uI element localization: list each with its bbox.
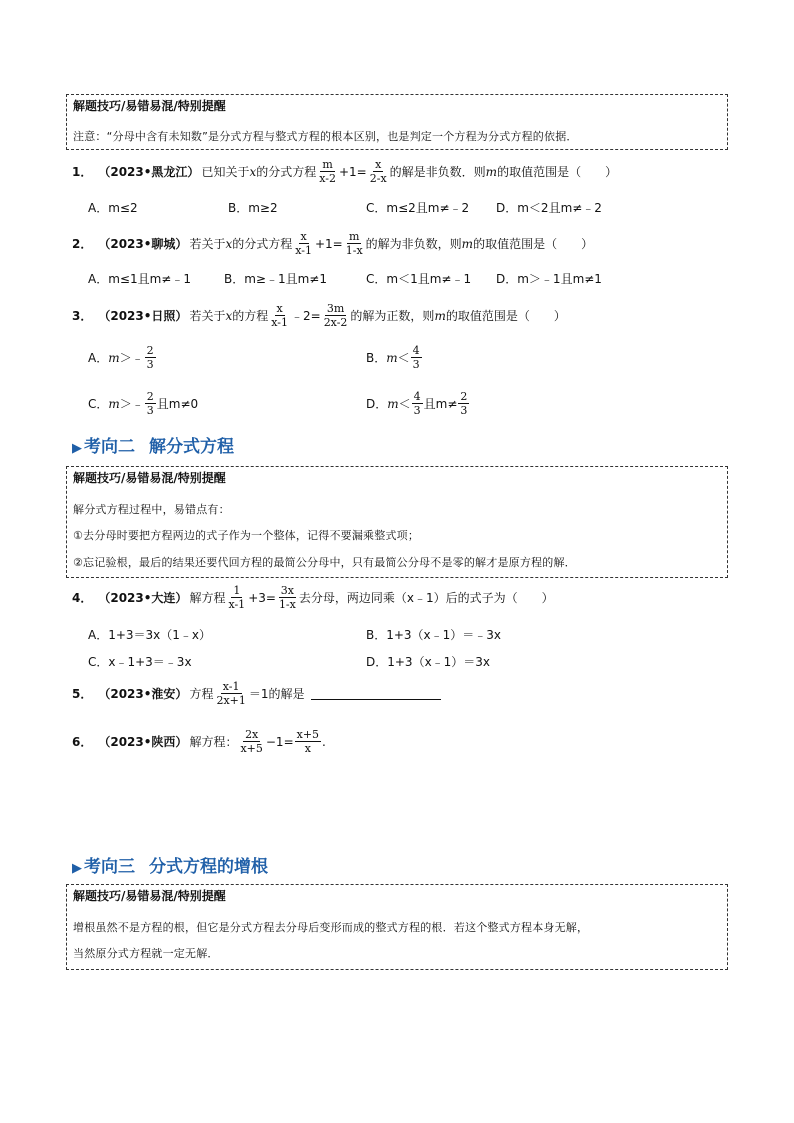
triangle-icon: ▶ bbox=[72, 861, 82, 876]
numerator: 4 bbox=[413, 390, 421, 403]
fraction bbox=[277, 584, 298, 611]
question-number: 5． bbox=[72, 687, 93, 701]
denominator: 1-x bbox=[278, 598, 296, 611]
option-c: C．m≤2且m≠﹣2 bbox=[366, 201, 470, 215]
option-b bbox=[366, 344, 423, 371]
variable: x bbox=[249, 164, 257, 179]
question-3 bbox=[72, 302, 566, 329]
section-heading-3 bbox=[72, 852, 268, 877]
question-number: 2． bbox=[72, 237, 93, 251]
relation: ＜ bbox=[398, 397, 411, 411]
question-source: （2023•聊城） bbox=[98, 237, 188, 251]
numerator: 3x bbox=[280, 584, 294, 597]
question-source: （2023•淮安） bbox=[98, 687, 188, 701]
numerator: x+5 bbox=[296, 728, 320, 741]
denominator: x-1 bbox=[295, 244, 312, 257]
variable: m bbox=[485, 164, 498, 179]
option-c bbox=[88, 390, 198, 417]
denominator: x-1 bbox=[271, 316, 288, 329]
option-c: C．m＜1且m≠﹣1 bbox=[366, 272, 472, 286]
option-a: A．m≤2 bbox=[88, 201, 138, 215]
option-b: B．m≥2 bbox=[228, 201, 278, 215]
denominator: 3 bbox=[460, 404, 468, 417]
tip-box-heading: 解题技巧/易错易混/特别提醒 bbox=[73, 471, 226, 485]
numerator: 1 bbox=[233, 584, 241, 597]
question-text: 解方程： bbox=[189, 735, 238, 749]
question-number: 4． bbox=[72, 591, 93, 605]
tip-box-line: 解分式方程过程中，易错点有： bbox=[73, 503, 230, 516]
question-5 bbox=[72, 680, 441, 707]
question-2 bbox=[72, 230, 593, 257]
fraction bbox=[214, 680, 247, 707]
fraction bbox=[412, 390, 423, 417]
option-letter: A． bbox=[88, 351, 109, 365]
fraction bbox=[411, 344, 422, 371]
numerator: 2x bbox=[245, 728, 259, 741]
question-text: +3= bbox=[248, 590, 276, 605]
section-heading-2 bbox=[72, 432, 234, 457]
section-label: 考向二 bbox=[84, 437, 135, 457]
numerator: 3m bbox=[326, 302, 345, 315]
question-source: （2023•日照） bbox=[98, 309, 188, 323]
tip-box-line: 当然原分式方程就一定无解． bbox=[73, 947, 219, 960]
denominator: 3 bbox=[146, 404, 154, 417]
fraction bbox=[317, 158, 338, 185]
question-text: +1= bbox=[338, 164, 367, 179]
question-number: 3． bbox=[72, 309, 93, 323]
triangle-icon: ▶ bbox=[72, 441, 82, 456]
question-text: 已知关于 bbox=[201, 165, 250, 179]
numerator: x-1 bbox=[222, 680, 240, 693]
question-source: （2023•黑龙江） bbox=[98, 165, 200, 179]
denominator: 2-x bbox=[369, 172, 387, 185]
fraction bbox=[145, 390, 156, 417]
fraction bbox=[295, 728, 321, 755]
variable: m bbox=[108, 350, 120, 365]
option-d: D．m＞﹣1且m≠1 bbox=[496, 272, 602, 286]
tip-box-line: ②忘记验根，最后的结果还要代回方程的最简公分母中，只有最简公分母不是零的解才是原方程的解． bbox=[73, 556, 576, 569]
tip-box-heading: 解题技巧/易错易混/特别提醒 bbox=[73, 99, 226, 113]
fraction bbox=[269, 302, 290, 329]
option-letter: D． bbox=[366, 397, 388, 411]
question-text: 的解为正数，则 bbox=[350, 309, 435, 323]
section-label: 考向三 bbox=[84, 857, 135, 877]
question-text: 的取值范围是（ ） bbox=[473, 237, 594, 251]
question-text: 去分母，两边同乘（x﹣1）后的式子为（ ） bbox=[298, 591, 554, 605]
denominator: 2x-2 bbox=[323, 316, 348, 329]
fraction bbox=[344, 230, 365, 257]
option-letter: B． bbox=[366, 351, 387, 365]
numerator: x bbox=[375, 158, 382, 171]
question-text: 的分式方程 bbox=[256, 165, 317, 179]
section-title: 分式方程的增根 bbox=[149, 857, 268, 877]
numerator: 2 bbox=[146, 344, 154, 357]
option-a: A．m≤1且m≠﹣1 bbox=[88, 272, 191, 286]
condition: 且m≠0 bbox=[156, 397, 199, 411]
denominator: 3 bbox=[412, 358, 420, 371]
fraction bbox=[368, 158, 389, 185]
variable: m bbox=[434, 308, 446, 323]
question-text: 的方程 bbox=[232, 309, 269, 323]
option-c: C．x﹣1+3＝﹣3x bbox=[88, 655, 192, 669]
numerator: m bbox=[322, 158, 333, 171]
numerator: 2 bbox=[460, 390, 468, 403]
question-text: ﹣2= bbox=[290, 309, 321, 323]
variable: m bbox=[108, 396, 120, 411]
question-number: 6． bbox=[72, 735, 93, 749]
variable: m bbox=[386, 350, 398, 365]
denominator: 3 bbox=[413, 404, 421, 417]
question-number: 1． bbox=[72, 165, 93, 179]
question-text: ＝1的解是 bbox=[248, 687, 305, 701]
question-source: （2023•陕西） bbox=[98, 735, 188, 749]
option-a bbox=[88, 344, 157, 371]
section-title: 解分式方程 bbox=[149, 437, 234, 457]
option-letter: C． bbox=[88, 397, 109, 411]
question-text: 的解为非负数，则 bbox=[365, 237, 462, 251]
option-b: B．1+3（x﹣1）＝﹣3x bbox=[366, 628, 502, 642]
tip-box-line: 注意：“分母中含有未知数”是分式方程与整式方程的根本区别，也是判定一个方程为分式方程的依据． bbox=[73, 130, 578, 143]
numerator: x bbox=[276, 302, 283, 315]
variable: x bbox=[225, 236, 233, 251]
question-text: 方程 bbox=[189, 687, 214, 701]
tip-box-2 bbox=[66, 466, 728, 578]
fraction bbox=[145, 344, 156, 371]
numerator: 2 bbox=[146, 390, 154, 403]
question-text: 解方程 bbox=[189, 591, 226, 605]
denominator: 1-x bbox=[345, 244, 363, 257]
question-text: +1= bbox=[314, 236, 343, 251]
question-1 bbox=[72, 158, 617, 185]
fraction bbox=[322, 302, 350, 329]
question-text: 的取值范围是（ ） bbox=[497, 165, 618, 179]
relation: ＞﹣ bbox=[119, 397, 144, 411]
tip-box-line: ①去分母时要把方程两边的式子作为一个整体，记得不要漏乘整式项； bbox=[73, 529, 420, 542]
question-text: 若关于 bbox=[189, 309, 226, 323]
question-text: 若关于 bbox=[189, 237, 226, 251]
tip-box-heading: 解题技巧/易错易混/特别提醒 bbox=[73, 889, 226, 903]
variable: m bbox=[461, 236, 474, 251]
numerator: x bbox=[300, 230, 307, 243]
denominator: 2x+1 bbox=[216, 694, 246, 707]
question-4 bbox=[72, 584, 554, 611]
variable: x bbox=[225, 308, 233, 323]
denominator: 3 bbox=[146, 358, 154, 371]
question-source: （2023•大连） bbox=[98, 591, 188, 605]
answer-blank[interactable] bbox=[311, 687, 441, 700]
numerator: m bbox=[348, 230, 360, 243]
tip-box-1 bbox=[66, 94, 728, 150]
fraction bbox=[226, 584, 247, 611]
denominator: x bbox=[304, 742, 311, 755]
option-d: D．1+3（x﹣1）＝3x bbox=[366, 655, 491, 669]
option-d: D．m＜2且m≠﹣2 bbox=[496, 201, 602, 215]
relation: ＜ bbox=[397, 351, 410, 365]
condition: 且m≠ bbox=[423, 397, 458, 411]
fraction bbox=[458, 390, 469, 417]
tip-box-line: 增根虽然不是方程的根，但它是分式方程去分母后变形而成的整式方程的根．若这个整式方程本身无解， bbox=[73, 921, 589, 934]
question-text: 的解是非负数．则 bbox=[389, 165, 486, 179]
denominator: x-1 bbox=[228, 598, 246, 611]
option-a: A．1+3＝3x（1﹣x） bbox=[88, 628, 212, 642]
question-text: . bbox=[322, 734, 326, 749]
option-b: B．m≥﹣1且m≠1 bbox=[224, 272, 327, 286]
option-d bbox=[366, 390, 470, 417]
question-6 bbox=[72, 728, 326, 755]
fraction bbox=[293, 230, 314, 257]
numerator: 4 bbox=[412, 344, 420, 357]
denominator: x-2 bbox=[319, 172, 336, 185]
question-text: −1= bbox=[265, 734, 294, 749]
question-text: 的分式方程 bbox=[232, 237, 293, 251]
relation: ＞﹣ bbox=[119, 351, 144, 365]
variable: m bbox=[387, 396, 399, 411]
tip-box-3 bbox=[66, 884, 728, 970]
fraction bbox=[238, 728, 264, 755]
question-text: 的取值范围是（ ） bbox=[445, 309, 566, 323]
denominator: x+5 bbox=[240, 742, 263, 755]
